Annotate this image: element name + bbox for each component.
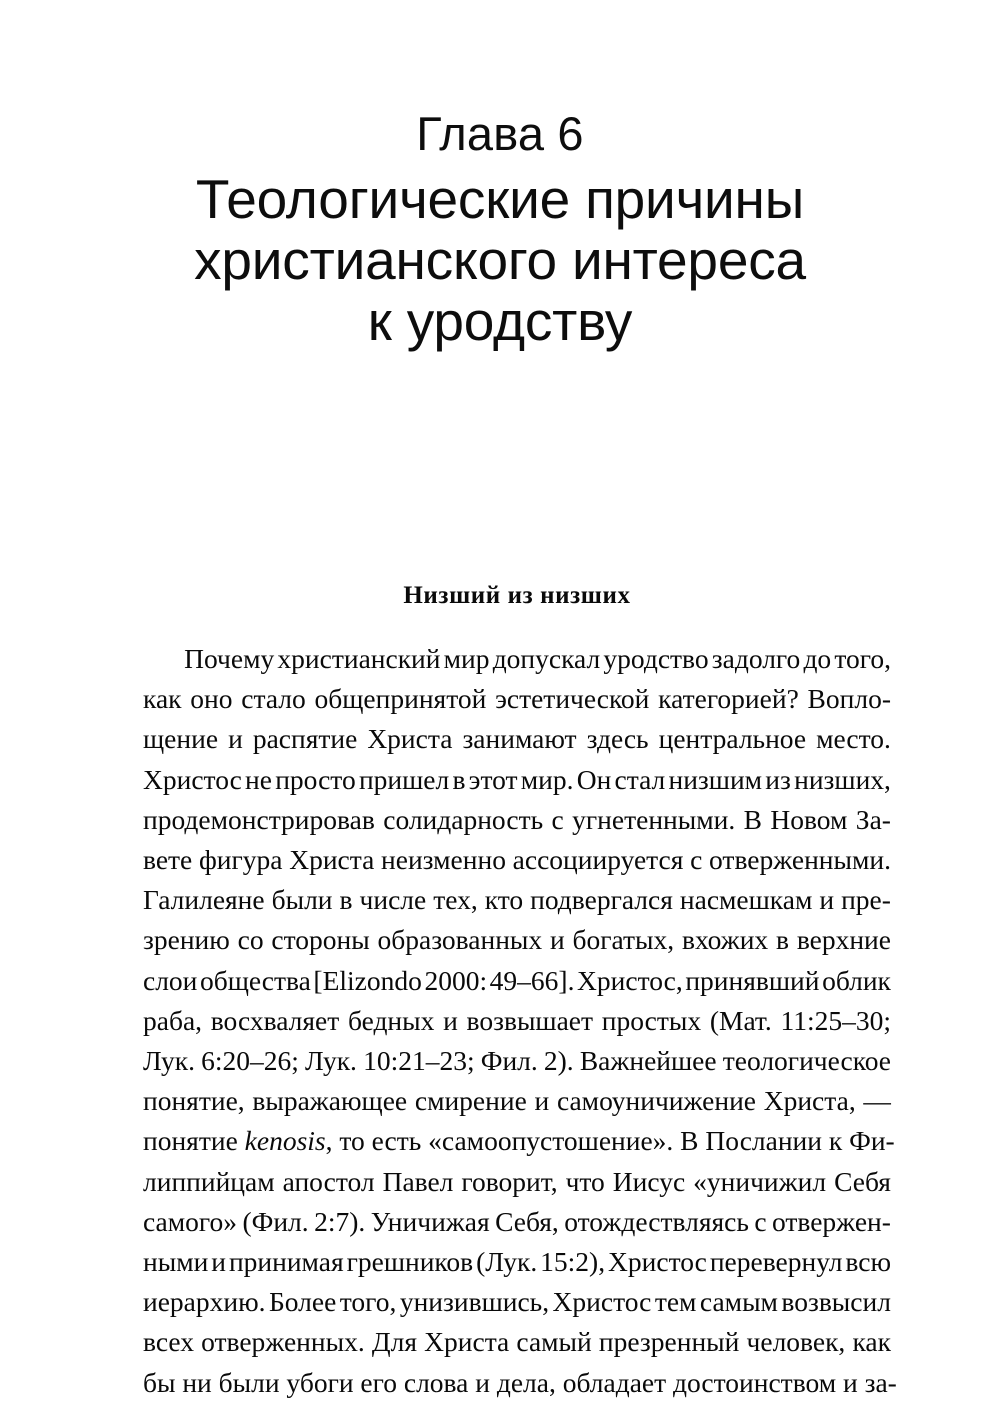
word: с xyxy=(690,844,703,876)
word: богатых, xyxy=(572,924,675,956)
word: теологическое xyxy=(722,1045,891,1077)
paragraph-line xyxy=(143,1081,891,1121)
word: с xyxy=(754,1205,767,1237)
word: стал xyxy=(614,763,666,795)
word: облик xyxy=(822,964,891,996)
word: общества xyxy=(199,964,311,996)
word: Христос xyxy=(143,763,242,795)
word: всех xyxy=(143,1326,194,1358)
word: и xyxy=(534,1085,550,1117)
word: Он xyxy=(576,763,612,795)
word: [Elizondo xyxy=(313,964,422,996)
word: Христа xyxy=(424,1326,510,1358)
word: неизменно xyxy=(381,844,506,876)
word: подвергался xyxy=(530,884,673,916)
paragraph-line xyxy=(143,1242,891,1282)
word: задолго xyxy=(711,643,801,674)
word: Христос, xyxy=(577,964,683,996)
word: Важнейшее xyxy=(579,1045,717,1077)
paragraph-line xyxy=(143,1202,891,1242)
paragraph-line xyxy=(143,719,891,759)
word: самый xyxy=(516,1326,592,1358)
word: низших, xyxy=(794,763,891,795)
word: самого» xyxy=(143,1205,237,1237)
paragraph-line xyxy=(143,880,891,920)
word: бедных xyxy=(347,1004,435,1036)
word: Лук. xyxy=(304,1045,357,1077)
word: — xyxy=(863,1085,891,1117)
body-paragraph xyxy=(143,639,897,1403)
chapter-title-line-2: христианского интереса xyxy=(194,229,806,291)
word: принявший xyxy=(685,964,820,996)
word: как xyxy=(143,683,182,715)
word: этот xyxy=(468,763,518,795)
word: Более xyxy=(268,1286,337,1318)
word: место. xyxy=(816,723,891,755)
word: с xyxy=(551,803,564,835)
word: 2000: xyxy=(424,964,488,996)
word: щение xyxy=(143,723,219,755)
word: апостол xyxy=(282,1165,375,1197)
word: иерархию. xyxy=(143,1286,266,1318)
word: 10:21–23; xyxy=(363,1045,475,1077)
chapter-heading xyxy=(0,104,1000,389)
word: Христа xyxy=(289,844,375,876)
word: смирение xyxy=(414,1085,527,1117)
word: распятие xyxy=(252,723,358,755)
paragraph-line xyxy=(143,639,891,679)
line-text-before-italic: понятие xyxy=(143,1125,245,1157)
word: (Фил. xyxy=(242,1205,309,1237)
line-text-after-italic: , то есть «самоопустошение». В Послании к Фи- xyxy=(325,1125,895,1157)
word: здесь xyxy=(586,723,649,755)
paragraph-line xyxy=(143,961,891,1001)
word: продемонстрировав xyxy=(143,803,375,835)
word: тех, xyxy=(433,884,478,916)
word: допускал xyxy=(492,643,601,674)
chapter-title xyxy=(0,169,1000,352)
word: слои xyxy=(143,964,198,996)
word: 49–66]. xyxy=(489,964,575,996)
word: тем xyxy=(654,1286,697,1318)
word: и xyxy=(549,924,565,956)
paragraph-line xyxy=(143,920,891,960)
word: из xyxy=(765,763,791,795)
word: Уничижая xyxy=(370,1205,490,1237)
word: верхние xyxy=(796,924,891,956)
word: самым xyxy=(699,1286,778,1318)
word: Христа xyxy=(367,723,453,755)
word: и xyxy=(211,1246,226,1278)
word: со xyxy=(237,924,264,956)
word: в xyxy=(339,884,353,916)
word: как xyxy=(852,1326,891,1358)
paragraph-line-with-italic xyxy=(143,1121,895,1161)
word: центральное xyxy=(658,723,807,755)
word: оно xyxy=(190,683,233,715)
paragraph-line xyxy=(143,760,891,800)
word: общепринятой xyxy=(314,683,487,715)
section-subheading: Низший из низших xyxy=(403,582,631,609)
word: Фил. xyxy=(480,1045,538,1077)
word: и xyxy=(819,884,835,916)
paragraph-indent xyxy=(143,639,181,679)
chapter-title-line-3: к уродству xyxy=(367,290,633,352)
word: 2:7). xyxy=(314,1205,366,1237)
chapter-number: Глава 6 xyxy=(416,107,584,160)
word: выражающее xyxy=(252,1085,408,1117)
word: что xyxy=(565,1165,605,1197)
paragraph-line xyxy=(143,679,891,719)
word: возвышает xyxy=(466,1004,594,1036)
word: Лук. xyxy=(143,1045,195,1077)
word: Павел xyxy=(382,1165,454,1197)
word: 15:2), xyxy=(540,1246,606,1278)
word: (Лук. xyxy=(476,1246,538,1278)
word: раба, xyxy=(143,1004,203,1036)
word: солидарность xyxy=(383,803,544,835)
word: Галилеяне xyxy=(143,884,265,916)
word: восхваляет xyxy=(210,1004,340,1036)
word: до xyxy=(803,643,832,674)
word: в xyxy=(776,924,789,956)
word: пре- xyxy=(841,884,891,916)
chapter-title-line-1: Теологические причины xyxy=(195,168,805,230)
word: категорией? xyxy=(658,683,799,715)
word: понятие, xyxy=(143,1085,245,1117)
word: Христос xyxy=(608,1246,707,1278)
word: эстетической xyxy=(495,683,650,715)
word: того, xyxy=(339,1286,397,1318)
word: были xyxy=(271,884,333,916)
word: насмешкам xyxy=(679,884,813,916)
word: не xyxy=(245,763,272,795)
paragraph-line xyxy=(143,1282,891,1322)
word: и xyxy=(228,723,243,755)
word: (Мат. xyxy=(709,1004,772,1036)
word: того, xyxy=(834,643,891,674)
word: мир xyxy=(443,643,490,674)
word: ными xyxy=(143,1246,209,1278)
word: Иисус xyxy=(612,1165,686,1197)
paragraph-line xyxy=(143,1001,891,1041)
word: низшим xyxy=(668,763,763,795)
body-column xyxy=(143,581,897,1403)
word: числе xyxy=(359,884,427,916)
word: Христа, xyxy=(763,1085,856,1117)
word: отвержен- xyxy=(772,1205,891,1237)
word: 2). xyxy=(543,1045,574,1077)
word: унизившись, xyxy=(399,1286,550,1318)
word: стало xyxy=(241,683,306,715)
word: принимая xyxy=(228,1246,344,1278)
word: фигура xyxy=(198,844,283,876)
word: отверженными. xyxy=(709,844,891,876)
paragraph-line xyxy=(143,1322,891,1362)
word: грешников xyxy=(346,1246,474,1278)
word: Почему xyxy=(184,643,275,674)
word: Для xyxy=(371,1326,417,1358)
word: «уничижил xyxy=(693,1165,827,1197)
word: вхожих xyxy=(681,924,769,956)
word: 6:20–26; xyxy=(201,1045,299,1077)
word: липпийцам xyxy=(143,1165,275,1197)
word: презренный xyxy=(598,1326,740,1358)
word: стороны xyxy=(271,924,370,956)
word: пришел xyxy=(358,763,450,795)
word: отверженных. xyxy=(201,1326,365,1358)
word: в xyxy=(452,763,466,795)
word: вете xyxy=(143,844,193,876)
paragraph-line xyxy=(143,840,891,880)
word: Новом xyxy=(770,803,848,835)
word: Христос xyxy=(552,1286,652,1318)
word: зрению xyxy=(143,924,230,956)
word: образованных xyxy=(377,924,543,956)
word: Себя xyxy=(834,1165,891,1197)
italic-term-kenosis: kenosis xyxy=(244,1125,326,1157)
word: мир. xyxy=(520,763,574,795)
word: возвысил xyxy=(781,1286,891,1318)
word: отождествляясь xyxy=(564,1205,749,1237)
paragraph-line xyxy=(143,1041,891,1081)
word: Себя, xyxy=(495,1205,559,1237)
word: просто xyxy=(275,763,356,795)
word: и xyxy=(443,1004,458,1036)
word: ассоциируется xyxy=(512,844,684,876)
word: В xyxy=(743,803,762,835)
word: перевернул xyxy=(709,1246,843,1278)
word: кто xyxy=(484,884,524,916)
word: угнетенными. xyxy=(572,803,736,835)
paragraph-line-last: бы ни были убоги его слова и дела, обладает достоинством и за- xyxy=(143,1366,897,1398)
word: За- xyxy=(855,803,891,835)
word: христианский xyxy=(277,643,441,674)
word: человек, xyxy=(746,1326,846,1358)
word: простых xyxy=(601,1004,702,1036)
paragraph-line xyxy=(143,1162,891,1202)
word: уродство xyxy=(603,643,709,674)
word: говорит, xyxy=(461,1165,558,1197)
word: Вопло- xyxy=(807,683,891,715)
word: самоуничижение xyxy=(556,1085,757,1117)
word: 11:25–30; xyxy=(780,1004,891,1036)
paragraph-line xyxy=(143,800,891,840)
word: занимают xyxy=(462,723,577,755)
word: всю xyxy=(845,1246,891,1278)
